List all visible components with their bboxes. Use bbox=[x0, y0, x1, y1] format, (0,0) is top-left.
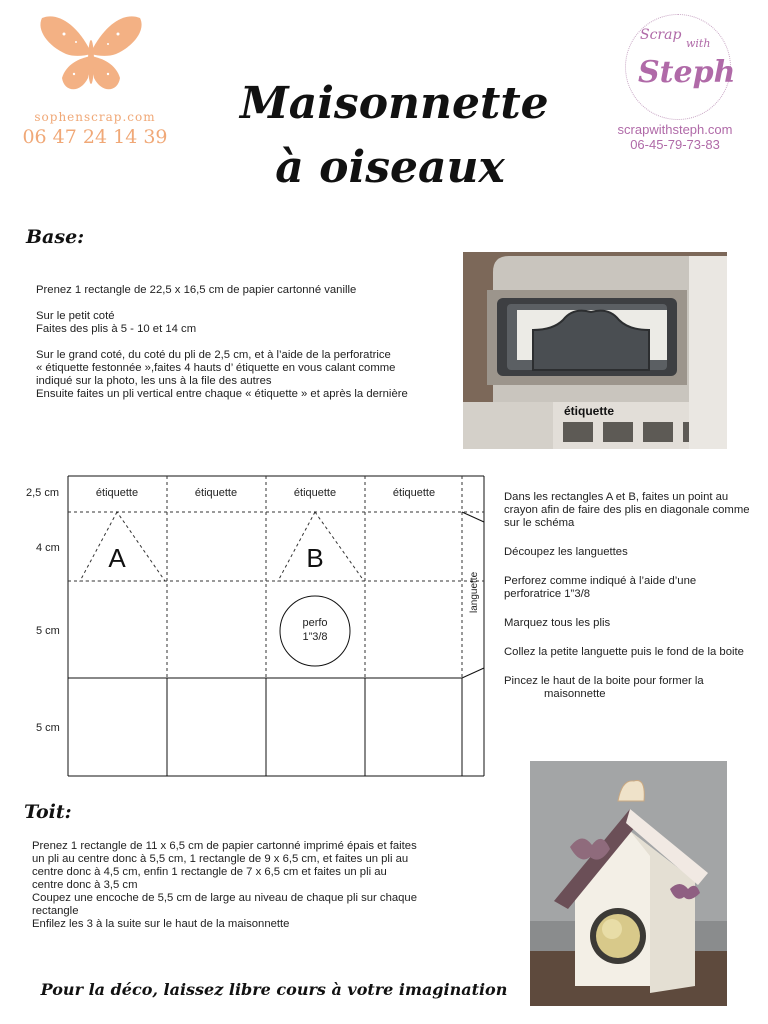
scrap-with-steph-logo bbox=[625, 14, 736, 120]
footer-note: Pour la déco, laissez libre cours à votre imagination bbox=[40, 980, 508, 999]
logo-text-steph: Steph bbox=[638, 55, 736, 90]
base-instructions bbox=[36, 284, 408, 401]
base-line: Sur le petit coté bbox=[36, 310, 115, 322]
toit-line: rectangle bbox=[32, 905, 79, 917]
row-label-4: 5 cm bbox=[36, 722, 60, 734]
perfo-size: 1”3/8 bbox=[302, 631, 328, 643]
languette-label: languette bbox=[469, 571, 480, 613]
assembly-instructions bbox=[504, 491, 754, 701]
base-schema bbox=[10, 470, 490, 780]
toit-line: un pli au centre donc à 5,5 cm, 1 rectangle de 9 x 6,5 cm, et faites un pli au bbox=[32, 853, 409, 865]
etiquette-label: étiquette bbox=[293, 487, 337, 499]
birdhouse-photo bbox=[530, 761, 727, 1006]
base-line: Faites des plis à 5 - 10 et 14 cm bbox=[36, 323, 197, 335]
etiquette-label: étiquette bbox=[194, 487, 238, 499]
toit-line: centre donc à 3,5 cm bbox=[32, 879, 138, 891]
punch-photo bbox=[463, 252, 727, 449]
instruction-item: Collez la petite languette puis le fond de la boite bbox=[504, 646, 744, 658]
toit-line: Prenez 1 rectangle de 11 x 6,5 cm de papier cartonné imprimé épais et faites bbox=[32, 840, 417, 852]
instruction-item: Dans les rectangles A et B, faites un point au crayon afin de faire des plis en diagonale comme sur le schéma bbox=[504, 491, 750, 529]
toit-heading: Toit: bbox=[24, 801, 72, 823]
logo-text-scrap: Scrap bbox=[640, 27, 682, 43]
base-line: Prenez 1 rectangle de 22,5 x 16,5 cm de papier cartonné vanille bbox=[36, 284, 357, 296]
left-phone: 06 47 24 14 39 bbox=[22, 126, 168, 148]
row-label-1: 2,5 cm bbox=[26, 487, 60, 499]
etiquette-label: étiquette bbox=[95, 487, 139, 499]
etiquette-photo-label: étiquette bbox=[563, 404, 615, 418]
base-line: Sur le grand coté, du coté du pli de 2,5 cm, et à l’aide de la perforatrice bbox=[36, 349, 391, 361]
logo-text-with: with bbox=[686, 37, 711, 50]
right-phone: 06-45-79-73-83 bbox=[630, 137, 720, 152]
instruction-item: Découpez les languettes bbox=[504, 546, 628, 558]
base-heading: Base: bbox=[26, 226, 85, 248]
toit-line: centre donc à 4,5 cm, enfin 1 rectangle de 7 x 6,5 cm et faites un pli au bbox=[32, 866, 387, 878]
instruction-item: Perforez comme indiqué à l’aide d’une perforatrice 1”3/8 bbox=[504, 575, 697, 600]
butterfly-logo bbox=[36, 12, 146, 102]
perfo-label: perfo bbox=[302, 617, 328, 629]
title-line-2: à oiseaux bbox=[275, 142, 505, 193]
letter-a: A bbox=[108, 543, 126, 573]
base-line: « étiquette festonnée »,faites 4 hauts d’ étiquette en vous calant comme bbox=[36, 362, 396, 374]
row-label-2: 4 cm bbox=[36, 542, 60, 554]
instruction-item: Pincez le haut de la boite pour former la bbox=[504, 675, 704, 687]
base-line bbox=[36, 336, 408, 349]
instruction-item: maisonnette bbox=[544, 688, 606, 700]
etiquette-label: étiquette bbox=[392, 487, 436, 499]
base-line: Ensuite faites un pli vertical entre chaque « étiquette » et après la dernière bbox=[36, 388, 408, 400]
letter-b: B bbox=[306, 543, 324, 573]
base-line bbox=[36, 297, 408, 310]
title-line-1: Maisonnette bbox=[240, 78, 549, 129]
base-line: indiqué sur la photo, les uns à la file des autres bbox=[36, 375, 272, 387]
row-label-3: 5 cm bbox=[36, 625, 60, 637]
left-website: sophenscrap.com bbox=[34, 110, 156, 124]
instruction-item: Marquez tous les plis bbox=[504, 617, 611, 629]
toit-instructions bbox=[32, 840, 417, 931]
toit-line: Coupez une encoche de 5,5 cm de large au niveau de chaque pli sur chaque bbox=[32, 892, 417, 904]
toit-line: Enfilez les 3 à la suite sur le haut de la maisonnette bbox=[32, 918, 290, 930]
right-website: scrapwithsteph.com bbox=[617, 122, 733, 137]
